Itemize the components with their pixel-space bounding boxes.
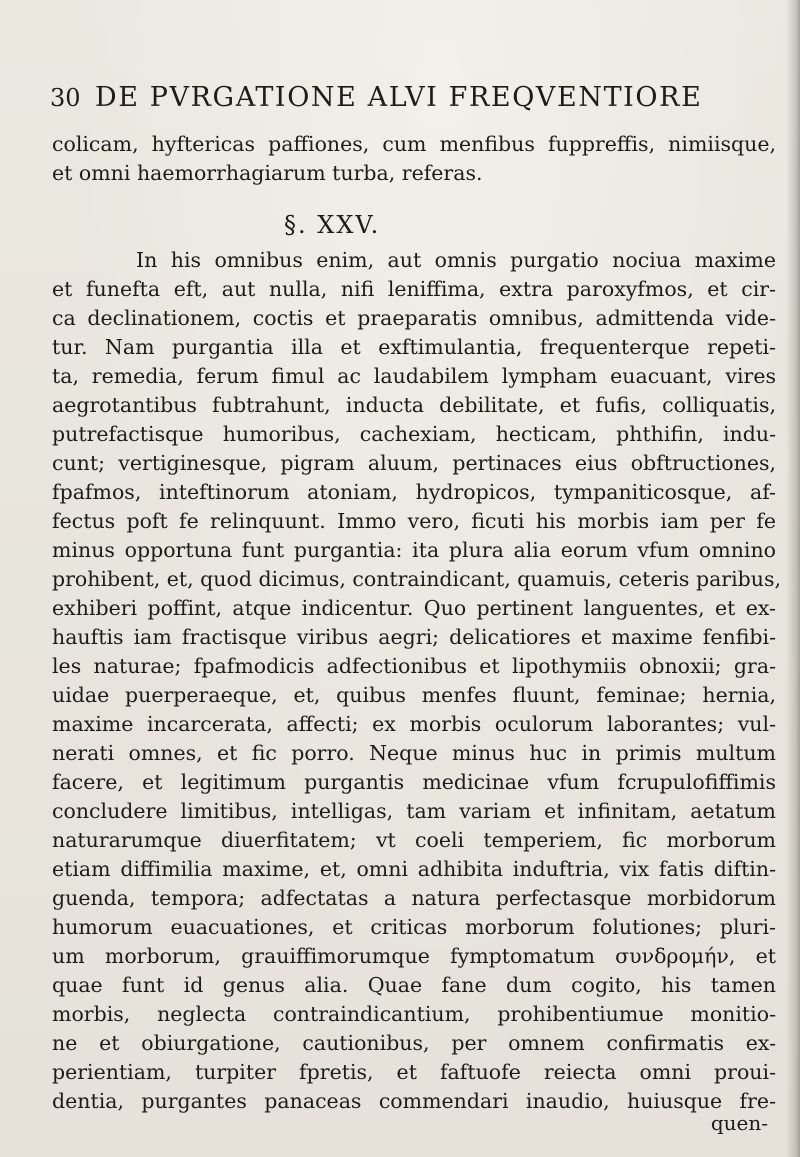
catchword-row <box>52 1111 776 1138</box>
text-line: In his omnibus enim, aut omnis purgatio nociua maxime <box>136 248 776 272</box>
text-line: morbis, neglecta contraindicantium, prohibentiumue monitio- <box>52 1002 776 1026</box>
text-line: nerati omnes, et fic porro. Neque minus huc in primis multum <box>52 741 776 765</box>
text-line: exhiberi poffint, atque indicentur. Quo pertinent languentes, et ex- <box>52 596 776 620</box>
text-line: fpafmos, inteftinorum atoniam, hydropicos, tympaniticosque, af- <box>52 480 776 504</box>
page-edge-shadow <box>786 0 800 1157</box>
text-line: fectus poft fe relinquunt. Immo vero, ficuti his morbis iam per fe <box>52 509 776 533</box>
page-number: 30 <box>50 84 81 112</box>
text-line: guenda, tempora; adfectatas a natura perfectasque morbidorum <box>52 886 776 910</box>
text-line: um morborum, grauiffimorumque fymptomatum συνδρομήν, et <box>52 944 776 968</box>
text-line: aegrotantibus fubtrahunt, inducta debilitate, et fufis, colliquatis, <box>52 393 776 417</box>
text-line: cunt; vertiginesque, pigram aluum, pertinaces eius obftructiones, <box>52 451 776 475</box>
body-text <box>52 130 782 1138</box>
text-line: etiam diffimilia maxime, et, omni adhibita induftria, vix fatis diftin- <box>52 857 776 881</box>
text-line: colicam, hyftericas paffiones, cum menfibus fuppreffis, nimiisque, <box>52 132 776 156</box>
catchword: quen- <box>710 1111 768 1135</box>
text-line: humorum euacuationes, et criticas morborum folutiones; pluri- <box>52 915 776 939</box>
text-line: tur. Nam purgantia illa et exftimulantia, frequenterque repeti- <box>52 335 776 359</box>
text-line: prohibent, et, quod dicimus, contraindicant, quamuis, ceteris paribus, <box>52 567 782 591</box>
text-line: ta, remedia, ferum fimul ac laudabilem lympham euacuant, vires <box>52 364 776 388</box>
running-head: DE PVRGATIONE ALVI FREQVENTIORE <box>95 82 703 113</box>
text-line: ca declinationem, coctis et praeparatis omnibus, admittenda vide- <box>52 306 776 330</box>
text-line: hauftis iam fractisque viribus aegri; delicatiores et maxime fenfibi- <box>52 625 776 649</box>
text-line: uidae puerperaeque, et, quibus menfes fluunt, feminae; hernia, <box>52 683 776 707</box>
text-line: quae funt id genus alia. Quae fane dum cogito, his tamen <box>52 973 776 997</box>
text-line: les naturae; fpafmodicis adfectionibus et lipothymiis obnoxii; gra- <box>52 654 776 678</box>
text-line: putrefactisque humoribus, cachexiam, hecticam, phthifin, indu- <box>52 422 776 446</box>
text-line: perientiam, turpiter fpretis, et faftuofe reiecta omni proui- <box>52 1060 776 1084</box>
page-header <box>50 82 750 122</box>
text-line: maxime incarcerata, affecti; ex morbis oculorum laborantes; vul- <box>52 712 776 736</box>
text-line: naturarumque diuerfitatem; vt coeli temperiem, fic morborum <box>52 828 776 852</box>
text-line: et omni haemorrhagiarum turba, referas. <box>52 161 483 185</box>
text-line: et funefta eft, aut nulla, nifi leniffima, extra paroxyfmos, et cir- <box>52 277 776 301</box>
section-heading-row <box>52 188 776 246</box>
text-line: dentia, purgantes panaceas commendari inaudio, huiusque fre- <box>52 1089 776 1113</box>
text-line: minus opportuna funt purgantia: ita plura alia eorum vfum omnino <box>52 538 776 562</box>
text-line: concludere limitibus, intelligas, tam variam et infinitam, aetatum <box>52 799 776 823</box>
text-line: facere, et legitimum purgantis medicinae vfum fcrupulofiffimis <box>52 770 776 794</box>
section-heading: §. XXV. <box>284 211 381 239</box>
text-line: ne et obiurgatione, cautionibus, per omnem confirmatis ex- <box>52 1031 776 1055</box>
